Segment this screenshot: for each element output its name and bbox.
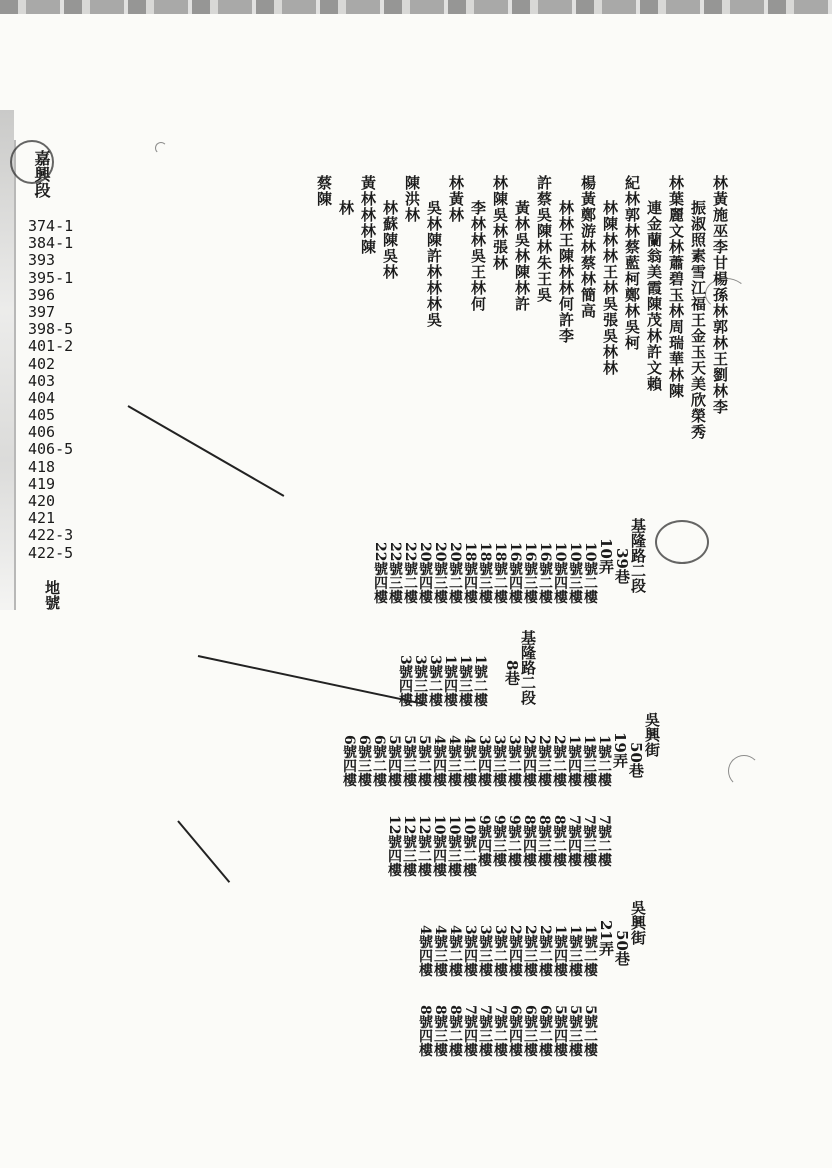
lot-number: 418 xyxy=(28,457,56,476)
address-entry: 5號二樓 xyxy=(416,735,432,787)
address-entry: 10號二樓 xyxy=(582,542,598,604)
address-entry: 10號三樓 xyxy=(446,815,462,877)
owner-names-column: 林葉麗文林蕭碧玉林周瑞華林陳 xyxy=(667,175,685,399)
lot-number: 374-1 xyxy=(28,217,74,235)
scan-left-shadow xyxy=(0,110,14,610)
lot-number: 422-3 xyxy=(28,526,74,545)
alley-number: 10弄 xyxy=(597,538,615,574)
address-entry: 7號二樓 xyxy=(596,815,612,867)
address-entry: 2號三樓 xyxy=(536,735,552,787)
lot-number: 395-1 xyxy=(28,268,74,287)
owner-names-column: 林黃林 xyxy=(447,175,465,223)
address-entry: 1號二樓 xyxy=(582,925,598,977)
lane-number: 39巷 xyxy=(613,548,631,584)
address-entry: 3號三樓 xyxy=(477,925,493,977)
pen-stroke xyxy=(198,655,423,705)
address-entry: 2號三樓 xyxy=(522,925,538,977)
address-entry: 1號四樓 xyxy=(552,925,568,977)
lot-number: 384-1 xyxy=(28,234,74,253)
address-entry: 9號三樓 xyxy=(491,815,507,867)
address-entry: 6號四樓 xyxy=(341,735,357,787)
pen-stroke xyxy=(177,820,230,883)
address-entry: 20號四樓 xyxy=(417,542,433,604)
address-entry: 6號二樓 xyxy=(371,735,387,787)
owner-names-column: 振淑照素雪江福王金玉天美欣榮秀 xyxy=(689,200,707,440)
address-entry: 1號二樓 xyxy=(472,655,488,707)
lot-number: 401-2 xyxy=(28,337,74,356)
address-entry: 6號三樓 xyxy=(356,735,372,787)
address-entry: 22號二樓 xyxy=(402,542,418,604)
address-entry: 12號四樓 xyxy=(386,815,402,877)
address-entry: 12號三樓 xyxy=(401,815,417,877)
address-entry: 1號三樓 xyxy=(581,735,597,787)
address-entry: 16號二樓 xyxy=(537,542,553,604)
section-label: 嘉興段 xyxy=(32,150,51,198)
address-entry: 2號四樓 xyxy=(507,925,523,977)
address-entry: 3號二樓 xyxy=(506,735,522,787)
address-entry: 8號三樓 xyxy=(432,1005,448,1057)
owner-names-column: 吳林陳許林林林吳 xyxy=(425,200,443,328)
address-entry: 20號二樓 xyxy=(447,542,463,604)
address-entry: 5號二樓 xyxy=(582,1005,598,1057)
address-entry: 2號二樓 xyxy=(551,735,567,787)
owner-names-column: 林 xyxy=(337,200,355,216)
address-entry: 3號二樓 xyxy=(492,925,508,977)
owner-names-column: 連金蘭翁美霞陳茂林許文賴 xyxy=(645,200,663,392)
street-name: 基隆路二段 xyxy=(519,630,537,705)
address-entry: 3號四樓 xyxy=(397,655,413,707)
address-entry: 4號二樓 xyxy=(461,735,477,787)
address-entry: 5號三樓 xyxy=(567,1005,583,1057)
address-entry: 10號四樓 xyxy=(431,815,447,877)
lot-number-list xyxy=(28,218,73,562)
address-entry: 7號三樓 xyxy=(581,815,597,867)
lot-number: 404 xyxy=(28,388,56,407)
address-entry: 18號三樓 xyxy=(477,542,493,604)
address-entry: 5號四樓 xyxy=(386,735,402,787)
address-entry: 7號四樓 xyxy=(462,1005,478,1057)
owner-names-column: 林陳吳林張林 xyxy=(491,175,509,271)
margin-line xyxy=(14,140,16,610)
lot-number: 402 xyxy=(28,354,56,373)
address-entry: 3號三樓 xyxy=(412,655,428,707)
owner-names-column: 林陳林林王林吳張吳林林 xyxy=(601,200,619,376)
address-entry: 5號三樓 xyxy=(401,735,417,787)
address-entry: 22號四樓 xyxy=(372,542,388,604)
address-entry: 7號三樓 xyxy=(477,1005,493,1057)
address-entry: 4號四樓 xyxy=(417,925,433,977)
lot-number: 393 xyxy=(28,251,56,270)
lot-number: 406 xyxy=(28,423,56,442)
owner-names-column: 林黃施巫李甘楊孫林郭林王劉林李 xyxy=(711,175,729,415)
address-entry: 1號四樓 xyxy=(442,655,458,707)
lot-number: 396 xyxy=(28,285,56,304)
address-entry: 10號四樓 xyxy=(552,542,568,604)
lot-list-label: 地號 xyxy=(43,580,61,610)
address-entry: 3號二樓 xyxy=(427,655,443,707)
address-entry: 10號二樓 xyxy=(461,815,477,877)
owner-names-column: 林蘇陳吳林 xyxy=(381,200,399,280)
address-entry: 8號四樓 xyxy=(417,1005,433,1057)
address-entry: 8號四樓 xyxy=(521,815,537,867)
owner-names-column: 李林林吳王林何 xyxy=(469,200,487,312)
lane-number: 50巷 xyxy=(627,742,645,778)
pen-arc xyxy=(705,278,747,310)
address-entry: 18號二樓 xyxy=(492,542,508,604)
address-entry: 6號四樓 xyxy=(507,1005,523,1057)
scan-top-edge xyxy=(0,0,832,14)
address-entry: 2號二樓 xyxy=(537,925,553,977)
owner-names-column: 陳洪林 xyxy=(403,175,421,223)
lot-number: 398-5 xyxy=(28,320,74,339)
address-entry: 12號二樓 xyxy=(416,815,432,877)
address-entry: 16號四樓 xyxy=(507,542,523,604)
lot-number: 406-5 xyxy=(28,440,74,459)
address-entry: 18號四樓 xyxy=(462,542,478,604)
seal-stamp xyxy=(655,520,709,564)
lot-number: 397 xyxy=(28,302,56,321)
address-entry: 6號三樓 xyxy=(522,1005,538,1057)
address-entry: 2號四樓 xyxy=(521,735,537,787)
pen-arc xyxy=(155,142,167,154)
address-entry: 9號四樓 xyxy=(476,815,492,867)
owner-names-column: 許蔡吳陳林朱王吳 xyxy=(535,175,553,303)
street-name: 吳興街 xyxy=(629,900,647,945)
address-entry: 6號二樓 xyxy=(537,1005,553,1057)
seal-stamp xyxy=(10,140,54,184)
lot-number: 421 xyxy=(28,509,56,528)
address-entry: 22號三樓 xyxy=(387,542,403,604)
street-name: 吳興街 xyxy=(643,712,661,757)
address-entry: 4號三樓 xyxy=(446,735,462,787)
address-entry: 3號三樓 xyxy=(491,735,507,787)
address-entry: 8號二樓 xyxy=(551,815,567,867)
address-entry: 1號二樓 xyxy=(596,735,612,787)
address-entry: 4號三樓 xyxy=(432,925,448,977)
address-entry: 1號四樓 xyxy=(566,735,582,787)
lot-number: 422-5 xyxy=(28,543,74,562)
address-entry: 3號四樓 xyxy=(476,735,492,787)
address-entry: 8號三樓 xyxy=(536,815,552,867)
alley-number: 21弄 xyxy=(597,920,615,956)
address-entry: 4號二樓 xyxy=(447,925,463,977)
address-entry: 8號二樓 xyxy=(447,1005,463,1057)
owner-names-column: 楊黃鄭游林蔡林簡高 xyxy=(579,175,597,319)
owner-names-column: 林林王陳林林何許李 xyxy=(557,200,575,344)
owner-names-column: 黃林吳林陳林許 xyxy=(513,200,531,312)
address-entry: 3號四樓 xyxy=(462,925,478,977)
lot-number: 419 xyxy=(28,474,56,493)
address-entry: 1號三樓 xyxy=(457,655,473,707)
lot-number: 420 xyxy=(28,492,56,510)
owner-names-column: 紀林郭林蔡藍柯鄭林吳柯 xyxy=(623,175,641,351)
lot-number: 405 xyxy=(28,406,56,425)
owner-names-column: 蔡陳 xyxy=(315,175,333,207)
address-entry: 16號三樓 xyxy=(522,542,538,604)
lane-number: 8巷 xyxy=(503,660,521,686)
lot-number: 403 xyxy=(28,371,56,390)
address-entry: 1號三樓 xyxy=(567,925,583,977)
owner-names-column: 黃林林林陳 xyxy=(359,175,377,255)
street-name: 基隆路二段 xyxy=(629,518,647,593)
address-entry: 20號三樓 xyxy=(432,542,448,604)
pen-stroke xyxy=(128,405,285,497)
address-entry: 7號二樓 xyxy=(492,1005,508,1057)
lane-number: 50巷 xyxy=(613,930,631,966)
address-entry: 10號三樓 xyxy=(567,542,583,604)
address-entry: 4號四樓 xyxy=(431,735,447,787)
address-entry: 5號四樓 xyxy=(552,1005,568,1057)
address-entry: 7號四樓 xyxy=(566,815,582,867)
alley-number: 19弄 xyxy=(611,732,629,768)
pen-arc xyxy=(728,755,760,787)
address-entry: 9號二樓 xyxy=(506,815,522,867)
